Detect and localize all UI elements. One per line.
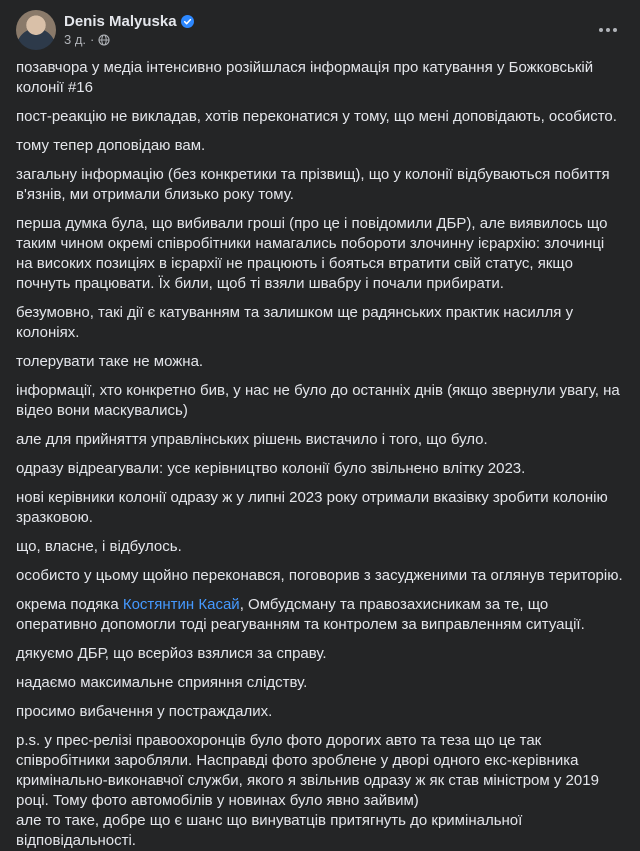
- ps-line: p.s. у прес-релізі правоохоронців було фото дорогих авто та теза що це так співробітники заробляли. Насправді фото зроблене у дворі одного екс-керівника кримінально-виконавчої служби, якого я звільнив одразу ж як став міністром у 2019 році. Тому фото автомобілів у новинах було явно зайвим): [16, 732, 599, 809]
- post-paragraph: одразу відреагували: усе керівництво колонії було звільнено влітку 2023.: [16, 460, 526, 477]
- post-paragraph: просимо вибачення у постраждалих.: [16, 703, 273, 720]
- post-header: [16, 10, 624, 50]
- more-options-button[interactable]: [592, 14, 624, 46]
- post-paragraph: інформації, хто конкретно бив, у нас не було до останніх днів (якщо звернули увагу, на відео вони маскувались): [16, 382, 620, 419]
- mention-before: окрема подяка: [16, 596, 123, 613]
- post-paragraph: тому тепер доповідаю вам.: [16, 137, 206, 154]
- more-horizontal-icon: [598, 27, 618, 33]
- author-name[interactable]: Denis Malyuska: [64, 13, 177, 30]
- ps-paragraph: [16, 731, 624, 851]
- post-paragraph: надаємо максимальне сприяння слідству.: [16, 674, 308, 691]
- post-content: [16, 58, 624, 851]
- post-paragraph: пост-реакцію не викладав, хотів переконатися у тому, що мені доповідають, особисто.: [16, 108, 617, 125]
- post-paragraph: безумовно, такі дії є катуванням та залишком ще радянських практик насилля у колоніях.: [16, 304, 574, 341]
- globe-icon[interactable]: [98, 34, 110, 46]
- post-paragraph: що, власне, і відбулось.: [16, 538, 182, 555]
- post-paragraph: але для прийняття управлінських рішень вистачило і того, що було.: [16, 431, 488, 448]
- mention-after: , Омбудсману та правозахисникам за те, що оперативно допомогли тоді реагуванням та контролем за виправленням ситуації.: [16, 596, 585, 633]
- separator-dot: ·: [90, 32, 95, 47]
- ps-line: але то таке, добре що є шанс що винуватців притягнуть до кримінальної відповідальності.: [16, 812, 523, 849]
- author-meta: [64, 13, 194, 47]
- mention-paragraph: [16, 595, 624, 635]
- post-paragraph: загальну інформацію (без конкретики та прізвищ), що у колонії відбуваються побиття в'язнів, ми отримали близько року тому.: [16, 166, 610, 203]
- post-time-row: [64, 32, 194, 47]
- name-row: [64, 13, 194, 30]
- post-time[interactable]: 3 д.: [64, 32, 87, 47]
- verified-badge-icon: [181, 15, 194, 28]
- post-paragraph: перша думка була, що вибивали гроші (про це і повідомили ДБР), але виявилось що таким чином окремі співробітники намагались побороти злочинну ієрархію: злочинці на високих позиціях в ієрархії не працюють і бояться втратити свій статус, якщо почнуть працювати. Їх били, щоб ті взяли швабру і почали прибирати.: [16, 215, 608, 292]
- post-paragraph: толерувати таке не можна.: [16, 353, 204, 370]
- post-paragraph: дякуємо ДБР, що всерйоз взялися за справу.: [16, 645, 327, 662]
- post-paragraph: позавчора у медіа інтенсивно розійшлася інформація про катування у Божковській колонії #16: [16, 59, 594, 96]
- post-paragraph: нові керівники колонії одразу ж у липні 2023 року отримали вказівку зробити колонію зразковою.: [16, 489, 608, 526]
- post-paragraph: особисто у цьому щойно переконався, поговорив з засудженими та оглянув територію.: [16, 567, 623, 584]
- mention-link[interactable]: Костянтин Касай: [122, 596, 240, 613]
- avatar[interactable]: [16, 10, 56, 50]
